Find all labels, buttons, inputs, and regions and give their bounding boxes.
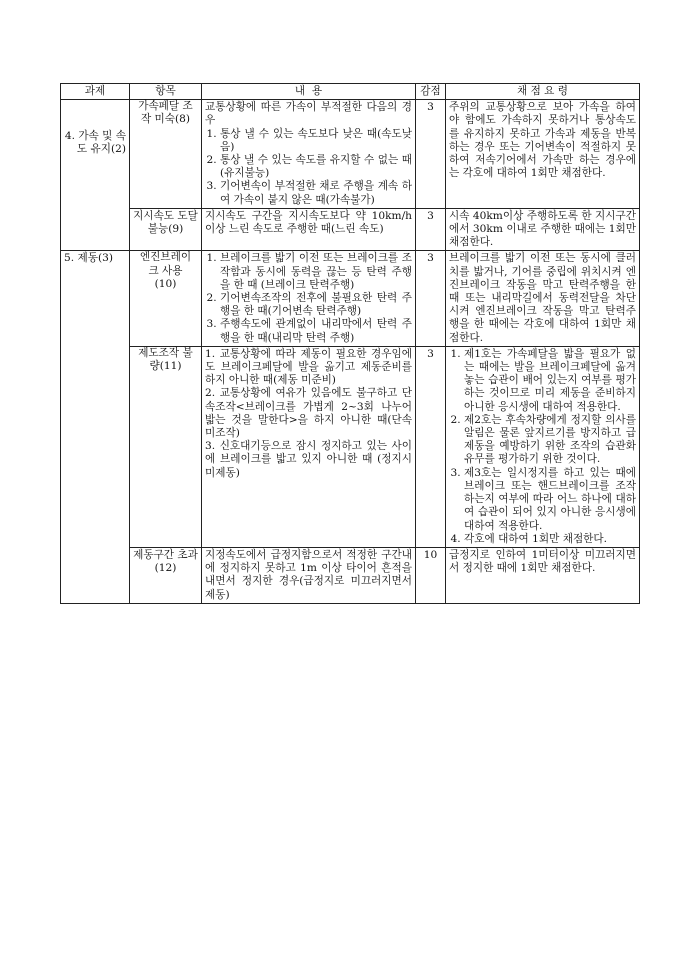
grading-cell: 주위의 교통상황으로 보아 가속을 하여야 함에도 가속하지 못하거나 통상속도를 유지하지 못하고 가속과 제동을 반복하는 경우 또는 기어변속이 적절하지 못하여 저속기어에서 가속만 하는 경우에는 각호에 대하여 1회만 채점한다. xyxy=(446,100,640,209)
grading-item: 4. 각호에 대하여 1회만 채점한다. xyxy=(464,533,636,546)
content-cell: 지정속도에서 급정지함으로서 적정한 구간내에 정지하지 못하고 1m 이상 타이어 흔적을 내면서 정지한 경우(급정지로 미끄러지면서 제동) xyxy=(202,547,416,603)
table-row xyxy=(61,547,640,603)
content-intro: 교통상황에 따른 가속이 부적절한 다음의 경우 xyxy=(205,101,412,127)
header-content: 내 용 xyxy=(202,84,416,100)
content-cell xyxy=(202,251,416,346)
table-row xyxy=(61,208,640,251)
header-grading: 채 점 요 령 xyxy=(446,84,640,100)
grading-cell: 브레이크를 밟기 이전 또는 동시에 클러치를 밟거나, 기어를 중립에 위치시켜 엔진브레이크 작동을 막고 탄력주행을 한 때 또는 내리막길에서 동력전달을 차단시켜 엔진브레이크 작동을 막고 탄력주행을 한 때에는 각호에 대하여 1회만 채점한다. xyxy=(446,251,640,346)
table-row xyxy=(61,100,640,209)
item-cell: 제도조작 불량(11) xyxy=(130,346,202,547)
deduction-cell: 3 xyxy=(416,251,446,346)
grading-table xyxy=(60,83,640,604)
task-cell: 4. 가속 및 속도 유지(2) xyxy=(61,100,130,251)
content-cell: 지시속도 구간을 지시속도보다 약 10km/h이상 느린 속도로 주행한 때(느린 속도) xyxy=(202,208,416,251)
header-item: 항목 xyxy=(130,84,202,100)
deduction-cell: 3 xyxy=(416,100,446,209)
table-row xyxy=(61,346,640,547)
item-cell: 제동구간 초과(12) xyxy=(130,547,202,603)
grading-item: 2. 제2호는 후속차량에게 정지할 의사를 알림은 물론 앞지르기를 방지하고 급제동을 예방하기 위한 조작의 습관화 유무를 평가하기 위한 것이다. xyxy=(464,414,636,467)
item-cell: 지시속도 도달불능(9) xyxy=(130,208,202,251)
grading-item: 1. 제1호는 가속페달을 밟을 필요가 없는 때에는 발을 브레이크페달에 옮겨 놓는 습관이 배어 있는지 여부를 평가하는 것이므로 미리 제동을 준비하지 아니한 응시생에 대하여 적용한다. xyxy=(464,348,636,414)
header-deduction: 감점 xyxy=(416,84,446,100)
content-para: 1. 교통상황에 따라 제동이 필요한 경우임에도 브레이크페달에 발을 옮기고 제동준비를 하지 아니한 때(제동 미준비) xyxy=(205,347,412,387)
content-item: 1. 브레이크를 밟기 이전 또는 브레이크를 조작함과 동시에 동력을 끊는 등 탄력 주행을 한 때 (브레이크 탄력주행) xyxy=(220,252,412,292)
content-cell xyxy=(202,100,416,209)
content-para: 2. 교통상황에 여유가 있음에도 불구하고 단속조작<브레이크를 가볍게 2~3회 나누어 밟는 것을 말한다>을 하지 아니한 때(단속 미조작) xyxy=(205,387,412,440)
content-item: 1. 통상 낼 수 있는 속도보다 낮은 때(속도낮음) xyxy=(220,128,412,154)
content-item: 2. 통상 낼 수 있는 속도를 유지할 수 없는 때(유지불능) xyxy=(220,154,412,180)
item-cell: 엔진브레이크 사용(10) xyxy=(130,251,202,346)
grading-cell: 급정지로 인하여 1미터이상 미끄러지면서 정지한 때에 1회만 채점한다. xyxy=(446,547,640,603)
table-header-row xyxy=(61,84,640,100)
content-item: 3. 주행속도에 관계없이 내리막에서 탄력 주행을 한 때(내리막 탄력 주행) xyxy=(220,318,412,344)
grading-item: 3. 제3호는 일시정지를 하고 있는 때에 브레이크 또는 핸드브레이크를 조작하는지 여부에 따라 어느 하나에 대하여 습관이 되어 있지 아니한 응시생에 대하여 적용한다. xyxy=(464,467,636,533)
content-item: 3. 기어변속이 부적절한 채로 주행을 계속 하여 가속이 붙지 않은 때(가속불가) xyxy=(220,180,412,206)
grading-cell: 시속 40km이상 주행하도록 한 지시구간에서 30km 이내로 주행한 때에는 1회만 채점한다. xyxy=(446,208,640,251)
deduction-cell: 3 xyxy=(416,208,446,251)
deduction-cell: 10 xyxy=(416,547,446,603)
table-row xyxy=(61,251,640,346)
content-para: 3. 신호대기등으로 잠시 정지하고 있는 사이에 브레이크를 밟고 있지 아니한 때 (정지시 미제동) xyxy=(205,440,412,479)
deduction-cell: 3 xyxy=(416,346,446,547)
content-item: 2. 기어변속조작의 전후에 불필요한 탄력 주행을 한 때(기어변속 탄력주행) xyxy=(220,292,412,318)
content-cell xyxy=(202,346,416,547)
header-task: 과제 xyxy=(61,84,130,100)
task-cell: 5. 제동(3) xyxy=(61,251,130,603)
grading-cell xyxy=(446,346,640,547)
item-cell: 가속페달 조작 미숙(8) xyxy=(130,100,202,209)
